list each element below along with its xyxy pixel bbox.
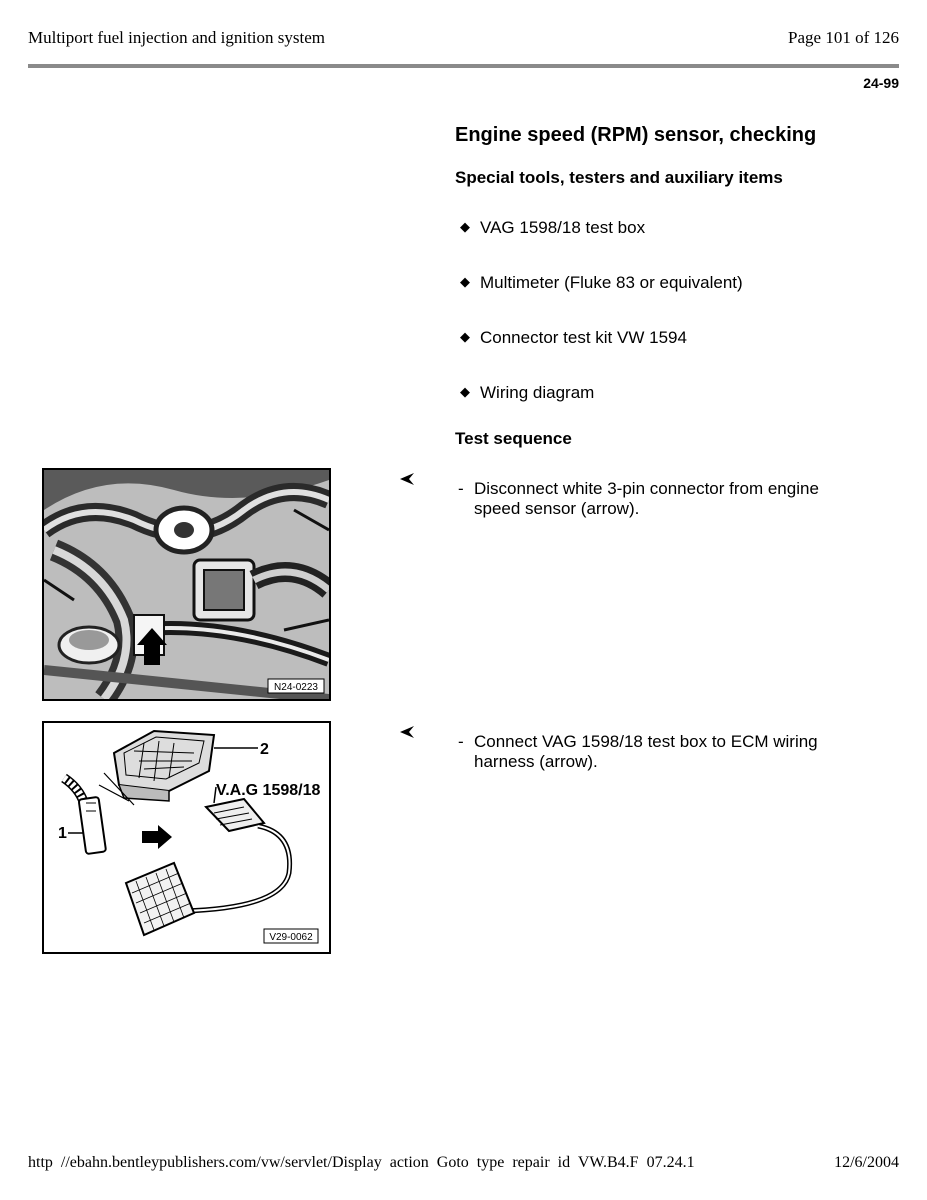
tool-item-text: Wiring diagram: [480, 383, 595, 402]
tool-item-text: Multimeter (Fluke 83 or equivalent): [480, 273, 743, 292]
figure-code: V29-0062: [269, 932, 313, 943]
header-page-count: Page 101 of 126: [788, 28, 899, 47]
tool-item: [460, 328, 687, 348]
page-number: 24-99: [863, 75, 899, 91]
reference-arrow-icon: [398, 724, 418, 740]
tool-item: [460, 383, 594, 403]
tool-item-text: VAG 1598/18 test box: [480, 218, 646, 237]
header-rule: [28, 64, 899, 68]
engine-photo-illustration: [44, 470, 329, 699]
label-tool: V.A.G 1598/18: [216, 782, 321, 799]
label-item-1: 1: [58, 825, 67, 842]
step-text: Connect VAG 1598/18 test box to ECM wiring harness (arrow).: [474, 732, 818, 771]
footer-date: 12/6/2004: [834, 1154, 899, 1171]
step-connect: [458, 732, 868, 772]
diamond-bullet-icon: ◆: [460, 219, 470, 234]
figure-test-box-connection: [42, 721, 331, 954]
diamond-bullet-icon: ◆: [460, 384, 470, 399]
test-sequence-heading: Test sequence: [455, 429, 572, 448]
tool-item-text: Connector test kit VW 1594: [480, 328, 687, 347]
label-item-2: 2: [260, 741, 269, 758]
test-box-illustration: [44, 723, 329, 952]
reference-arrow-icon: [398, 471, 418, 487]
step-dash: -: [458, 479, 464, 498]
header-title: Multiport fuel injection and ignition system: [28, 28, 325, 47]
figure-code: N24-0223: [274, 682, 318, 693]
step-dash: -: [458, 732, 464, 751]
step-text: Disconnect white 3-pin connector from engine speed sensor (arrow).: [474, 479, 819, 518]
step-disconnect: [458, 479, 868, 519]
tools-heading: Special tools, testers and auxiliary items: [455, 168, 783, 187]
footer-url: http //ebahn.bentleypublishers.com/vw/servlet/Display action Goto type repair id VW.B4.F 07.24.1: [28, 1154, 695, 1171]
diamond-bullet-icon: ◆: [460, 329, 470, 344]
tool-item: [460, 273, 743, 293]
figure-engine-speed-sensor: [42, 468, 331, 701]
diamond-bullet-icon: ◆: [460, 274, 470, 289]
section-title: Engine speed (RPM) sensor, checking: [455, 124, 817, 146]
tool-item: [460, 218, 645, 238]
